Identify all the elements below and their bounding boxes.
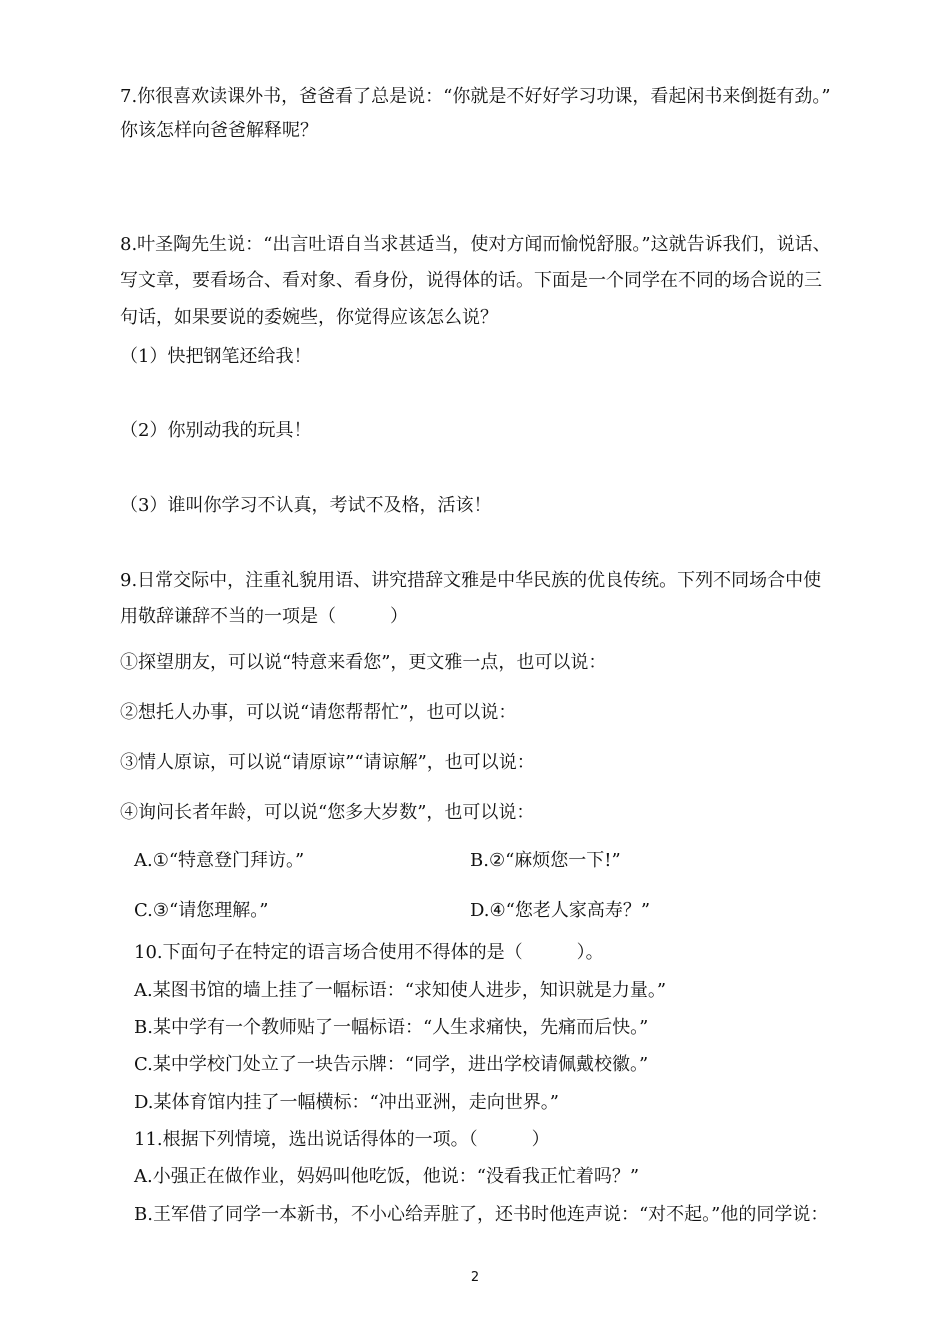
q10-stem: 10.下面句子在特定的语言场合使用不得体的是（ ）。 xyxy=(134,942,604,963)
q8-item-1: （1）快把钢笔还给我！ xyxy=(120,346,312,367)
q9-item-2: ②想托人办事，可以说“请您帮帮忙”，也可以说： xyxy=(120,702,517,723)
q8-line-1: 8.叶圣陶先生说：“出言吐语自当求甚适当，使对方闻而愉悦舒服。”这就告诉我们，说话、 xyxy=(120,234,831,255)
q11-stem: 11.根据下列情境，选出说话得体的一项。（ ） xyxy=(134,1129,550,1150)
q10-option-a: A.某图书馆的墙上挂了一幅标语：“求知使人进步，知识就是力量。” xyxy=(134,980,667,1001)
q8-item-2: （2）你别动我的玩具！ xyxy=(120,420,312,441)
q11-option-b: B.王军借了同学一本新书，不小心给弄脏了，还书时他连声说：“对不起。”他的同学说： xyxy=(134,1204,829,1225)
q9-option-b: B.②“麻烦您一下!” xyxy=(470,850,621,871)
q7-line-2: 你该怎样向爸爸解释呢？ xyxy=(120,120,318,141)
q9-line-1: 9.日常交际中，注重礼貌用语、讲究措辞文雅是中华民族的优良传统。下列不同场合中使 xyxy=(120,570,822,591)
q11-option-a: A.小强正在做作业，妈妈叫他吃饭，他说：“没看我正忙着吗？” xyxy=(134,1166,640,1187)
q9-option-d: D.④“您老人家高寿？” xyxy=(470,900,651,921)
q9-option-c: C.③“请您理解。” xyxy=(134,900,269,921)
q9-item-3: ③情人原谅，可以说“请原谅”“请谅解”，也可以说： xyxy=(120,752,535,773)
q9-item-4: ④询问长者年龄，可以说“您多大岁数”，也可以说： xyxy=(120,802,535,823)
page-number: 2 xyxy=(470,1270,480,1285)
q10-option-c: C.某中学校门处立了一块告示牌：“同学，进出学校请佩戴校徽。” xyxy=(134,1054,649,1075)
q8-line-2: 写文章，要看场合、看对象、看身份，说得体的话。下面是一个同学在不同的场合说的三 xyxy=(120,270,822,291)
q10-option-b: B.某中学有一个教师贴了一幅标语：“人生求痛快，先痛而后快。” xyxy=(134,1017,649,1038)
q9-option-a: A.①“特意登门拜访。” xyxy=(134,850,305,871)
q8-line-3: 句话，如果要说的委婉些，你觉得应该怎么说？ xyxy=(120,307,498,328)
q9-item-1: ①探望朋友，可以说“特意来看您”，更文雅一点，也可以说： xyxy=(120,652,607,673)
q7-line-1: 7.你很喜欢读课外书，爸爸看了总是说：“你就是不好好学习功课，看起闲书来倒挺有劲。” xyxy=(120,86,831,107)
q10-option-d: D.某体育馆内挂了一幅横标：“冲出亚洲，走向世界。” xyxy=(134,1092,559,1113)
q8-item-3: （3）谁叫你学习不认真，考试不及格，活该！ xyxy=(120,495,492,516)
q9-line-2: 用敬辞谦辞不当的一项是（ ） xyxy=(120,606,408,627)
